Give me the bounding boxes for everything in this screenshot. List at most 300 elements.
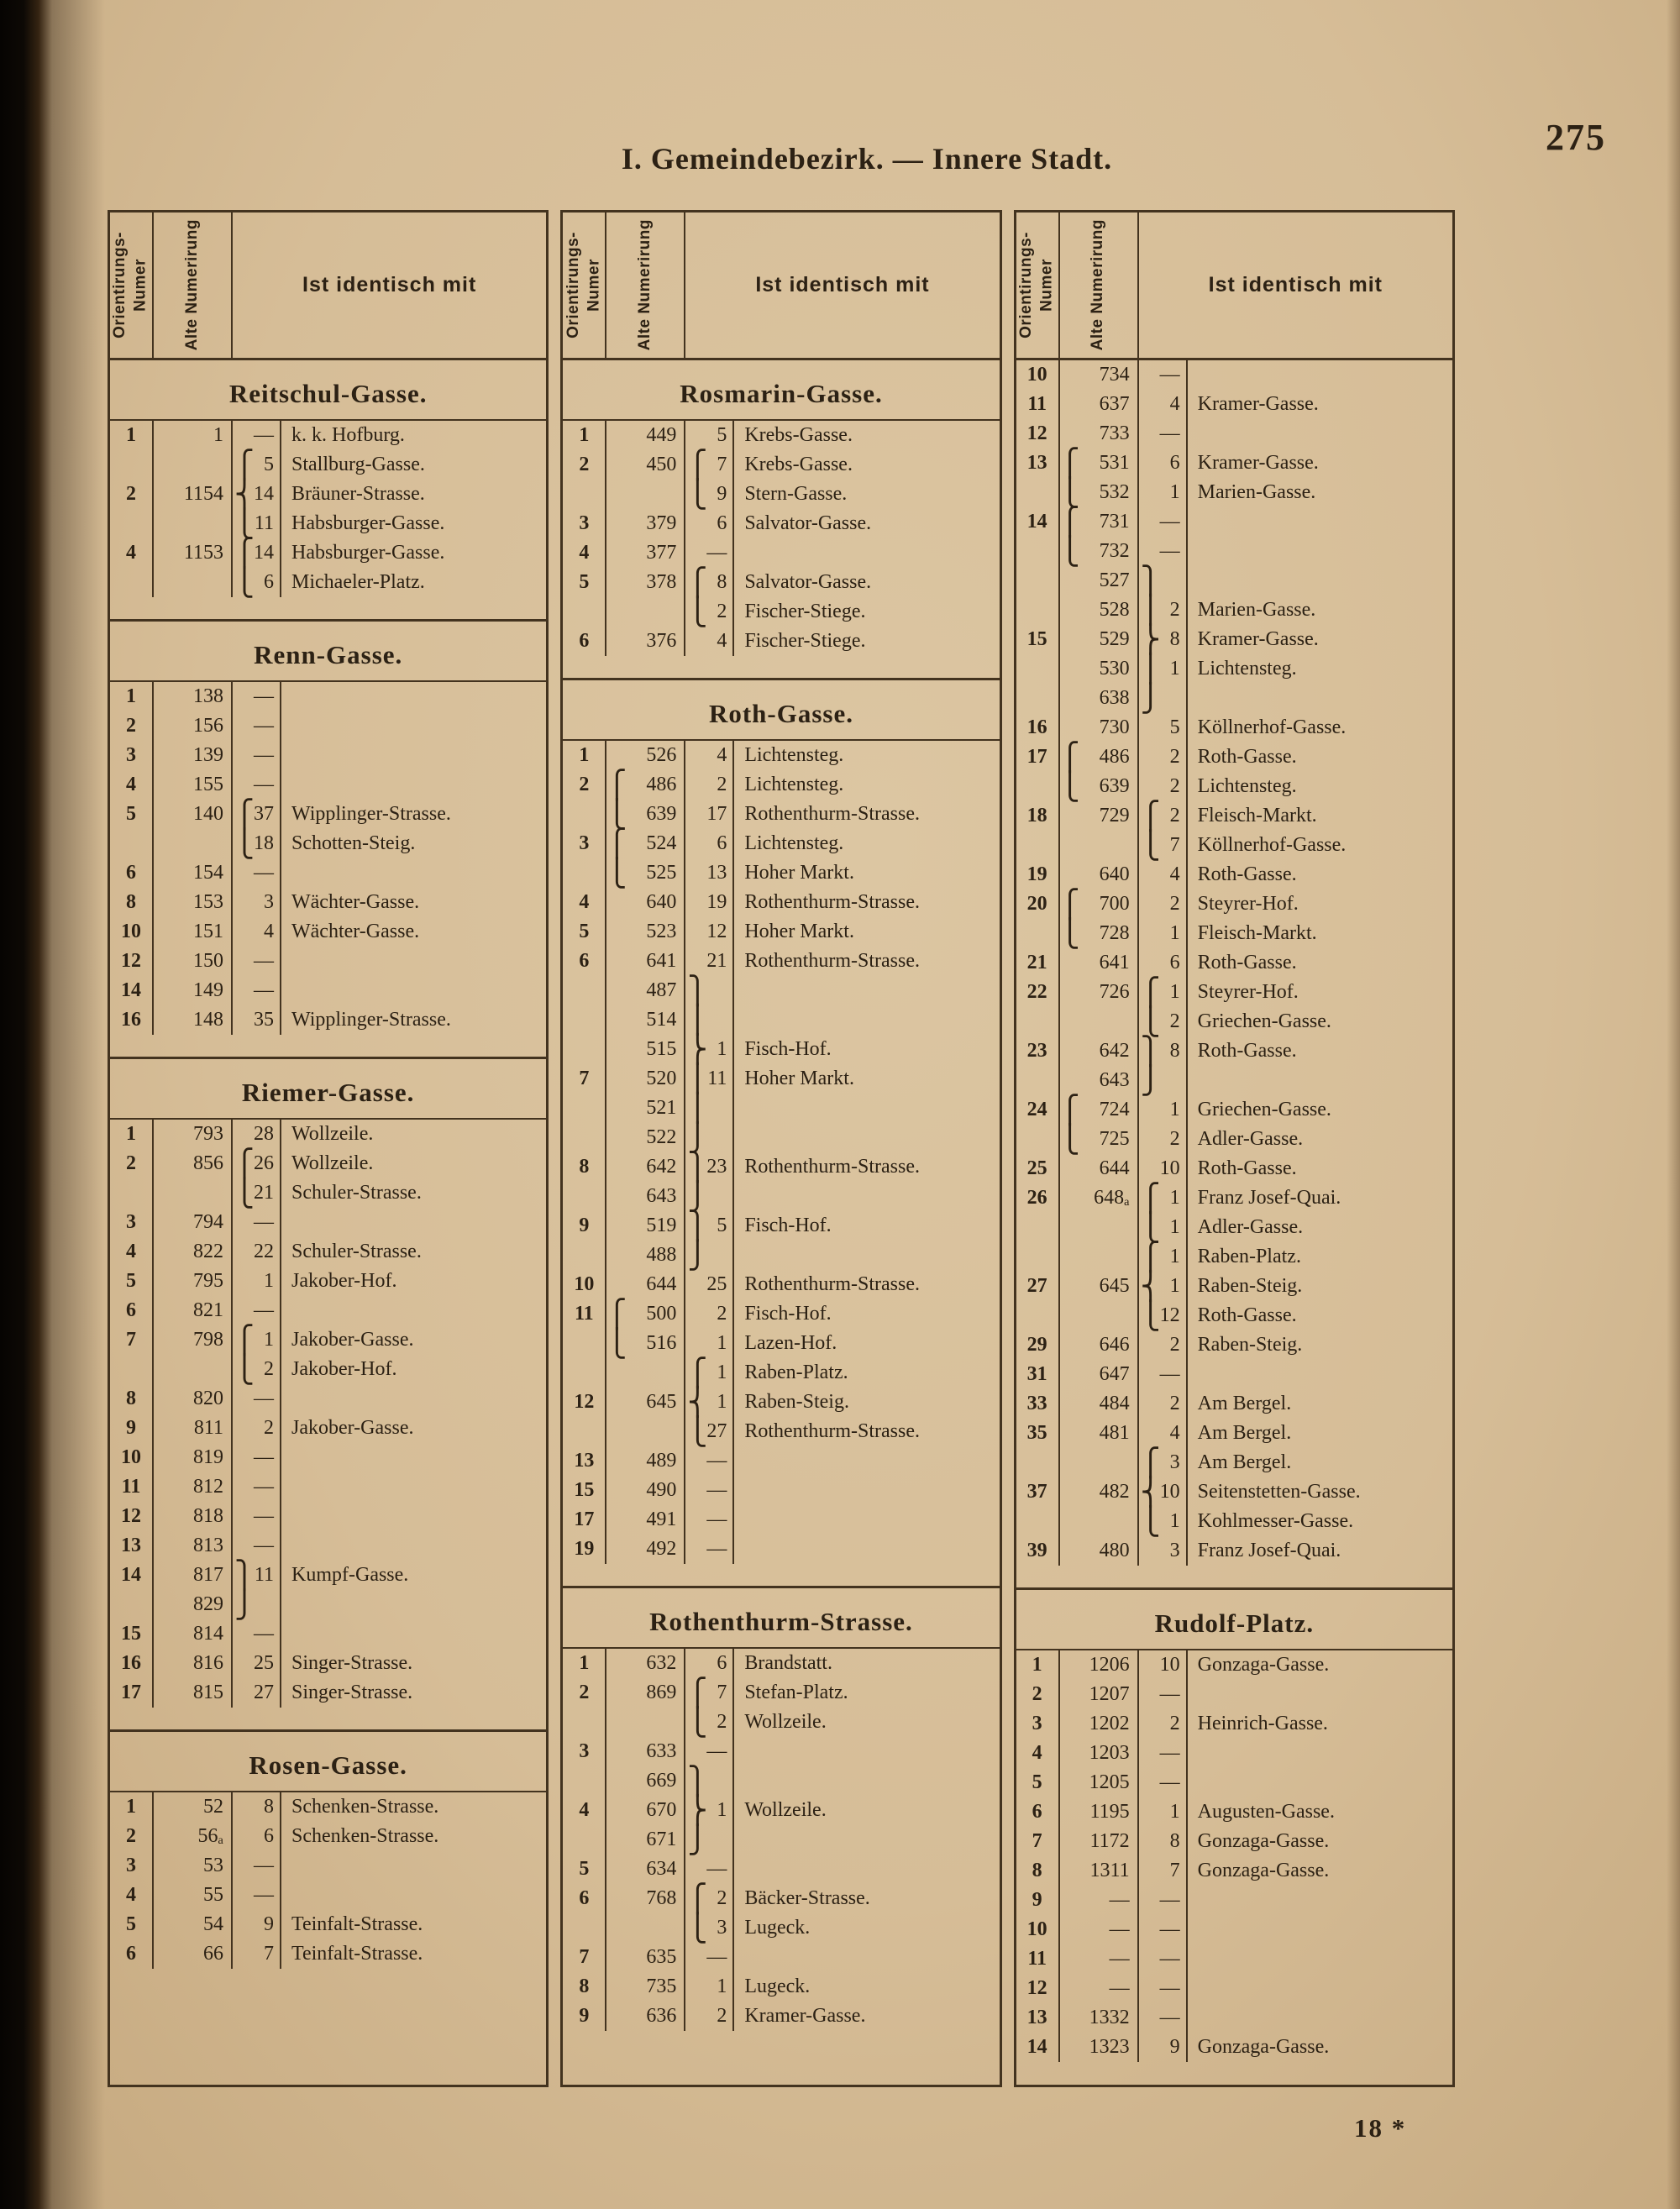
table-row <box>563 1796 999 1825</box>
left-brace-glyph <box>1060 684 1075 713</box>
identical-number: 10 <box>1158 1477 1188 1507</box>
identical-number: 1 <box>1158 1183 1188 1213</box>
left-brace-glyph <box>154 829 169 858</box>
street-name <box>281 976 546 1005</box>
street-name: Wollzeile. <box>291 1152 374 1174</box>
street-name: Schenken-Strasse. <box>291 1796 439 1818</box>
table-section <box>1016 1587 1452 2084</box>
identical-number: — <box>251 1208 281 1237</box>
left-brace-glyph <box>1060 390 1075 419</box>
orient-number: 17 <box>110 1678 154 1708</box>
street-name: Lugeck. <box>744 1976 811 1997</box>
left-brace-glyph <box>606 1766 622 1796</box>
street-name: Wipplinger-Strasse. <box>291 1009 451 1031</box>
orient-number: 1 <box>110 421 154 450</box>
table-row <box>1016 860 1452 889</box>
orient-number: 5 <box>563 917 606 947</box>
orient-number <box>1016 654 1060 684</box>
orient-number: 33 <box>1016 1389 1060 1419</box>
header-orient-label <box>564 232 605 338</box>
table-row <box>1016 801 1452 831</box>
table-row <box>110 682 546 711</box>
table-row <box>563 1005 999 1035</box>
identical-number: 4 <box>1158 1419 1188 1448</box>
table-row <box>563 1766 999 1796</box>
table-row <box>563 1064 999 1094</box>
orient-number <box>1016 919 1060 948</box>
identical-number <box>704 1766 734 1796</box>
table-row <box>563 1972 999 2002</box>
street-name: Roth-Gasse. <box>1197 1157 1297 1179</box>
orient-number: 9 <box>1016 1886 1060 1915</box>
section-title: Renn-Gasse. <box>110 622 546 682</box>
street-name: Roth-Gasse. <box>1197 746 1297 768</box>
left-brace-glyph <box>154 1120 169 1149</box>
old-number: 1205 <box>1075 1768 1139 1797</box>
group-brace-glyph <box>1139 1536 1158 1566</box>
group-brace-glyph <box>1139 889 1158 919</box>
identical-number <box>1158 684 1188 713</box>
table-row <box>110 1649 546 1678</box>
left-brace-glyph: ⎩ <box>606 857 627 889</box>
old-number: 856 <box>169 1149 233 1178</box>
left-brace-glyph <box>1060 801 1075 831</box>
identical-number: 11 <box>251 1561 281 1590</box>
identical-number: 8 <box>704 568 734 597</box>
old-number: 528 <box>1075 596 1139 625</box>
identical-number: 1 <box>1158 1242 1188 1272</box>
street-name <box>734 1476 999 1505</box>
orient-number <box>563 1766 606 1796</box>
table-row <box>563 1182 999 1211</box>
table-row <box>563 888 999 917</box>
group-brace-glyph <box>233 1120 251 1149</box>
old-number <box>622 1913 685 1943</box>
left-brace-glyph <box>154 1472 169 1502</box>
left-brace-glyph: ⎩ <box>1059 917 1080 949</box>
orient-number: 14 <box>1016 507 1060 537</box>
table-row <box>563 1708 999 1737</box>
table-row <box>1016 596 1452 625</box>
left-brace-glyph <box>154 1590 169 1619</box>
identical-number: 1 <box>1158 1213 1188 1242</box>
identical-number: — <box>1158 360 1188 390</box>
left-brace-glyph <box>1060 1650 1075 1680</box>
identical-number: 1 <box>1158 919 1188 948</box>
left-brace-glyph <box>154 917 169 947</box>
street-name <box>281 1296 546 1325</box>
left-brace-glyph <box>154 1384 169 1414</box>
street-name <box>734 1182 999 1211</box>
street-name: Roth-Gasse. <box>1197 1040 1297 1062</box>
orient-number: 4 <box>563 538 606 568</box>
orient-number: 8 <box>110 1384 154 1414</box>
old-number: 1323 <box>1075 2033 1139 2062</box>
table-row <box>1016 360 1452 390</box>
group-brace-glyph: ⎫ <box>687 1209 708 1241</box>
identical-number: — <box>251 1851 281 1881</box>
orient-number: 22 <box>1016 978 1060 1007</box>
identical-number: 5 <box>704 421 734 450</box>
identical-number: 25 <box>704 1270 734 1299</box>
street-name <box>281 1851 546 1881</box>
orient-number: 5 <box>563 1855 606 1884</box>
street-name: Marien-Gasse. <box>1197 481 1316 503</box>
street-name <box>734 1505 999 1535</box>
header-altenum-cell <box>1060 213 1139 358</box>
old-number: 481 <box>1075 1419 1139 1448</box>
group-brace-glyph <box>685 538 704 568</box>
orient-number <box>563 1123 606 1152</box>
left-brace-glyph <box>154 480 169 509</box>
street-name: Gonzaga-Gasse. <box>1197 1654 1330 1676</box>
old-number: 522 <box>622 1123 685 1152</box>
table-row <box>110 1384 546 1414</box>
left-brace-glyph <box>1060 860 1075 889</box>
table-row <box>563 1329 999 1358</box>
left-brace-glyph <box>1060 1154 1075 1183</box>
old-number: 150 <box>169 947 233 976</box>
identical-number: — <box>704 538 734 568</box>
orient-number: 6 <box>563 1884 606 1913</box>
old-number: 639 <box>1075 772 1139 801</box>
table-row <box>563 1241 999 1270</box>
old-number <box>169 450 233 480</box>
identical-number: 2 <box>704 597 734 627</box>
identical-number: — <box>251 1619 281 1649</box>
table-row <box>110 947 546 976</box>
table-row <box>110 800 546 829</box>
orient-number <box>1016 1213 1060 1242</box>
orient-number: 12 <box>1016 419 1060 449</box>
identical-number <box>704 1123 734 1152</box>
old-number: 53 <box>169 1851 233 1881</box>
table-row <box>563 1943 999 1972</box>
identical-number: — <box>251 947 281 976</box>
table-row <box>110 1590 546 1619</box>
group-brace-glyph <box>1139 1154 1158 1183</box>
street-name: Raben-Steig. <box>1197 1275 1303 1297</box>
identical-number: 2 <box>1158 801 1188 831</box>
group-brace-glyph <box>233 711 251 741</box>
old-number: 500 <box>622 1299 685 1329</box>
group-brace-glyph: ⎫ <box>234 1559 255 1591</box>
identical-number: 22 <box>251 1237 281 1267</box>
table-row <box>1016 1944 1452 1974</box>
group-brace-glyph <box>1139 1680 1158 1709</box>
old-number <box>169 509 233 538</box>
identical-number: 2 <box>704 2002 734 2031</box>
left-brace-glyph <box>154 1325 169 1355</box>
page-title: I. Gemeindebezirk. — Innere Stadt. <box>621 142 1113 176</box>
old-number: 484 <box>1075 1389 1139 1419</box>
orient-number: 18 <box>1016 801 1060 831</box>
orient-number <box>563 858 606 888</box>
group-brace-glyph: ⎬ <box>1140 623 1161 655</box>
table-row <box>1016 2003 1452 2033</box>
orient-number: 3 <box>110 741 154 770</box>
street-name <box>281 1881 546 1910</box>
group-brace-glyph: ⎧ <box>234 798 255 830</box>
table-row <box>110 770 546 800</box>
street-name: Schotten-Steig. <box>291 832 416 854</box>
identical-number: 1 <box>704 1796 734 1825</box>
old-number: 1207 <box>1075 1680 1139 1709</box>
identical-number: 7 <box>251 1939 281 1969</box>
street-name: Hoher Markt. <box>744 862 854 884</box>
table-row <box>1016 1330 1452 1360</box>
left-brace-glyph <box>606 1535 622 1564</box>
orient-number: 6 <box>1016 1797 1060 1827</box>
street-name: Stefan-Platz. <box>744 1682 848 1703</box>
old-number: 817 <box>169 1561 233 1590</box>
table-row <box>563 1446 999 1476</box>
identical-number: 4 <box>1158 860 1188 889</box>
group-brace-glyph <box>1139 507 1158 537</box>
identical-number: — <box>251 711 281 741</box>
left-brace-glyph <box>606 1708 622 1737</box>
street-name <box>281 711 546 741</box>
group-brace-glyph: ⎭ <box>1140 1064 1161 1096</box>
left-brace-glyph <box>1060 978 1075 1007</box>
left-brace-glyph <box>1060 419 1075 449</box>
table-row <box>563 421 999 450</box>
street-name <box>281 1443 546 1472</box>
group-brace-glyph <box>233 1792 251 1822</box>
identical-number: 1 <box>704 1035 734 1064</box>
identical-number: 2 <box>1158 772 1188 801</box>
orient-number: 15 <box>563 1476 606 1505</box>
street-name <box>1188 566 1452 596</box>
old-number: 526 <box>622 741 685 770</box>
left-brace-glyph <box>154 1851 169 1881</box>
table-row <box>110 1792 546 1822</box>
street-name: Rothenthurm-Strasse. <box>744 1420 920 1442</box>
group-brace-glyph <box>685 1329 704 1358</box>
street-name: Rothenthurm-Strasse. <box>744 1156 920 1178</box>
orient-number: 10 <box>110 1443 154 1472</box>
group-brace-glyph: ⎩ <box>1140 1299 1161 1331</box>
street-name: Bräuner-Strasse. <box>291 483 425 505</box>
street-name: Rothenthurm-Strasse. <box>744 891 920 913</box>
old-number: 527 <box>1075 566 1139 596</box>
old-number: 1153 <box>169 538 233 568</box>
identical-number: 2 <box>704 770 734 800</box>
left-brace-glyph: ⎧ <box>1059 888 1080 920</box>
old-number: 521 <box>622 1094 685 1123</box>
table-row <box>1016 919 1452 948</box>
old-number: 379 <box>622 509 685 538</box>
table-row <box>1016 2033 1452 2062</box>
old-number: 156 <box>169 711 233 741</box>
group-brace-glyph: ⎫ <box>687 1765 708 1797</box>
street-name: Lichtensteg. <box>1197 775 1297 797</box>
identical-number: 2 <box>1158 889 1188 919</box>
left-brace-glyph <box>154 888 169 917</box>
orient-number: 3 <box>110 1851 154 1881</box>
old-number: — <box>1075 1915 1139 1944</box>
old-number: 1172 <box>1075 1827 1139 1856</box>
group-brace-glyph: ⎫ <box>687 1151 708 1183</box>
street-name <box>734 976 999 1005</box>
left-brace-glyph <box>606 1417 622 1446</box>
old-number: 1311 <box>1075 1856 1139 1886</box>
table-row <box>110 888 546 917</box>
identical-number: 4 <box>704 741 734 770</box>
group-brace-glyph <box>1139 1330 1158 1360</box>
street-name <box>1188 684 1452 713</box>
header-orient-label <box>110 232 151 338</box>
group-brace-glyph <box>1139 1739 1158 1768</box>
identical-number: — <box>1158 1739 1188 1768</box>
street-name <box>281 1502 546 1531</box>
street-name <box>281 1472 546 1502</box>
left-brace-glyph <box>1060 1448 1075 1477</box>
orient-number: 2 <box>110 480 154 509</box>
orient-number <box>563 1035 606 1064</box>
group-brace-glyph <box>685 421 704 450</box>
street-name: Griechen-Gasse. <box>1197 1099 1331 1120</box>
old-number: 378 <box>622 568 685 597</box>
left-brace-glyph <box>154 509 169 538</box>
orient-number: 31 <box>1016 1360 1060 1389</box>
group-brace-glyph: ⎪ <box>687 1063 708 1094</box>
street-name: Kramer-Gasse. <box>1197 393 1319 415</box>
left-brace-glyph <box>606 1678 622 1708</box>
identical-number <box>704 1094 734 1123</box>
group-brace-glyph <box>685 627 704 656</box>
group-brace-glyph: ⎭ <box>687 1180 708 1212</box>
identical-number: — <box>1158 1360 1188 1389</box>
identical-number: 6 <box>251 1822 281 1851</box>
group-brace-glyph <box>685 741 704 770</box>
table-row <box>1016 1536 1452 1566</box>
table-row <box>563 1152 999 1182</box>
identical-number: — <box>251 770 281 800</box>
left-brace-glyph: ⎧ <box>606 769 627 800</box>
left-brace-glyph <box>154 1531 169 1561</box>
identical-number: 2 <box>251 1414 281 1443</box>
left-brace-glyph <box>606 888 622 917</box>
old-number: 153 <box>169 888 233 917</box>
group-brace-glyph: ⎩ <box>687 478 708 510</box>
old-number: 491 <box>622 1505 685 1535</box>
old-number: 519 <box>622 1211 685 1241</box>
header-orient-line: Orientirungs- <box>1016 232 1035 338</box>
group-brace-glyph: ⎩ <box>234 566 255 598</box>
table-row <box>1016 1974 1452 2003</box>
section-title: Roth-Gasse. <box>563 680 999 741</box>
old-number: 140 <box>169 800 233 829</box>
street-name: Schuler-Strasse. <box>291 1241 422 1262</box>
identical-number: — <box>1158 1768 1188 1797</box>
group-brace-glyph <box>233 1267 251 1296</box>
identical-number: 5 <box>704 1211 734 1241</box>
street-name: Jakober-Gasse. <box>291 1329 414 1351</box>
orient-number <box>1016 772 1060 801</box>
identical-number: — <box>251 1502 281 1531</box>
identical-number: 6 <box>1158 948 1188 978</box>
identical-number: 14 <box>251 538 281 568</box>
old-number: 486 <box>1075 742 1139 772</box>
table-row <box>1016 1709 1452 1739</box>
old-number: 1195 <box>1075 1797 1139 1827</box>
old-number: 149 <box>169 976 233 1005</box>
old-number: 642 <box>1075 1036 1139 1066</box>
old-number: 637 <box>1075 390 1139 419</box>
group-brace-glyph: ⎧ <box>1140 976 1161 1008</box>
orient-number: 2 <box>110 1149 154 1178</box>
left-brace-glyph <box>606 1211 622 1241</box>
left-brace-glyph <box>1060 360 1075 390</box>
orient-number: 29 <box>1016 1330 1060 1360</box>
orient-number <box>563 1094 606 1123</box>
identical-number: 1 <box>1158 654 1188 684</box>
group-brace-glyph <box>233 1619 251 1649</box>
orient-number: 17 <box>563 1505 606 1535</box>
header-altenum-line: Alte Numerirung <box>635 219 654 351</box>
group-brace-glyph: ⎧ <box>234 1147 255 1179</box>
left-brace-glyph <box>1060 1827 1075 1856</box>
identical-number: 2 <box>1158 1125 1188 1154</box>
old-number <box>1075 1007 1139 1036</box>
table-row <box>110 538 546 568</box>
old-number: 52 <box>169 1792 233 1822</box>
table-row <box>563 858 999 888</box>
orient-number: 8 <box>110 888 154 917</box>
group-brace-glyph <box>1139 948 1158 978</box>
identical-number: — <box>704 1505 734 1535</box>
table-row <box>1016 1036 1452 1066</box>
old-number: 795 <box>169 1267 233 1296</box>
left-brace-glyph <box>606 1182 622 1211</box>
old-number: 645 <box>622 1388 685 1417</box>
table-row <box>563 1358 999 1388</box>
group-brace-glyph <box>1139 2033 1158 2062</box>
left-brace-glyph <box>606 1737 622 1766</box>
group-brace-glyph: ⎭ <box>687 1239 708 1271</box>
street-name: Steyrer-Hof. <box>1197 893 1299 915</box>
group-brace-glyph <box>685 770 704 800</box>
orient-number <box>563 480 606 509</box>
identical-number: — <box>1158 507 1188 537</box>
street-name: Hoher Markt. <box>744 921 854 942</box>
table-row <box>110 1561 546 1590</box>
table-row <box>1016 478 1452 507</box>
table-row <box>563 1737 999 1766</box>
left-brace-glyph <box>606 1270 622 1299</box>
table-row <box>1016 889 1452 919</box>
left-brace-glyph <box>1060 831 1075 860</box>
orient-number <box>563 1182 606 1211</box>
old-number: — <box>1075 1886 1139 1915</box>
old-number: 730 <box>1075 713 1139 742</box>
orient-number: 10 <box>563 1270 606 1299</box>
identical-number: 1 <box>1158 1797 1188 1827</box>
left-brace-glyph <box>606 1505 622 1535</box>
street-name <box>1188 1680 1452 1709</box>
street-name: Salvator-Gasse. <box>744 571 872 593</box>
orient-number: 19 <box>563 1535 606 1564</box>
old-number: 645 <box>1075 1272 1139 1301</box>
left-brace-glyph <box>154 450 169 480</box>
left-brace-glyph <box>1060 713 1075 742</box>
old-number: 816 <box>169 1649 233 1678</box>
left-brace-glyph <box>154 538 169 568</box>
group-brace-glyph <box>1139 1709 1158 1739</box>
left-brace-glyph <box>606 1446 622 1476</box>
group-brace-glyph: ⎪ <box>687 1092 708 1124</box>
